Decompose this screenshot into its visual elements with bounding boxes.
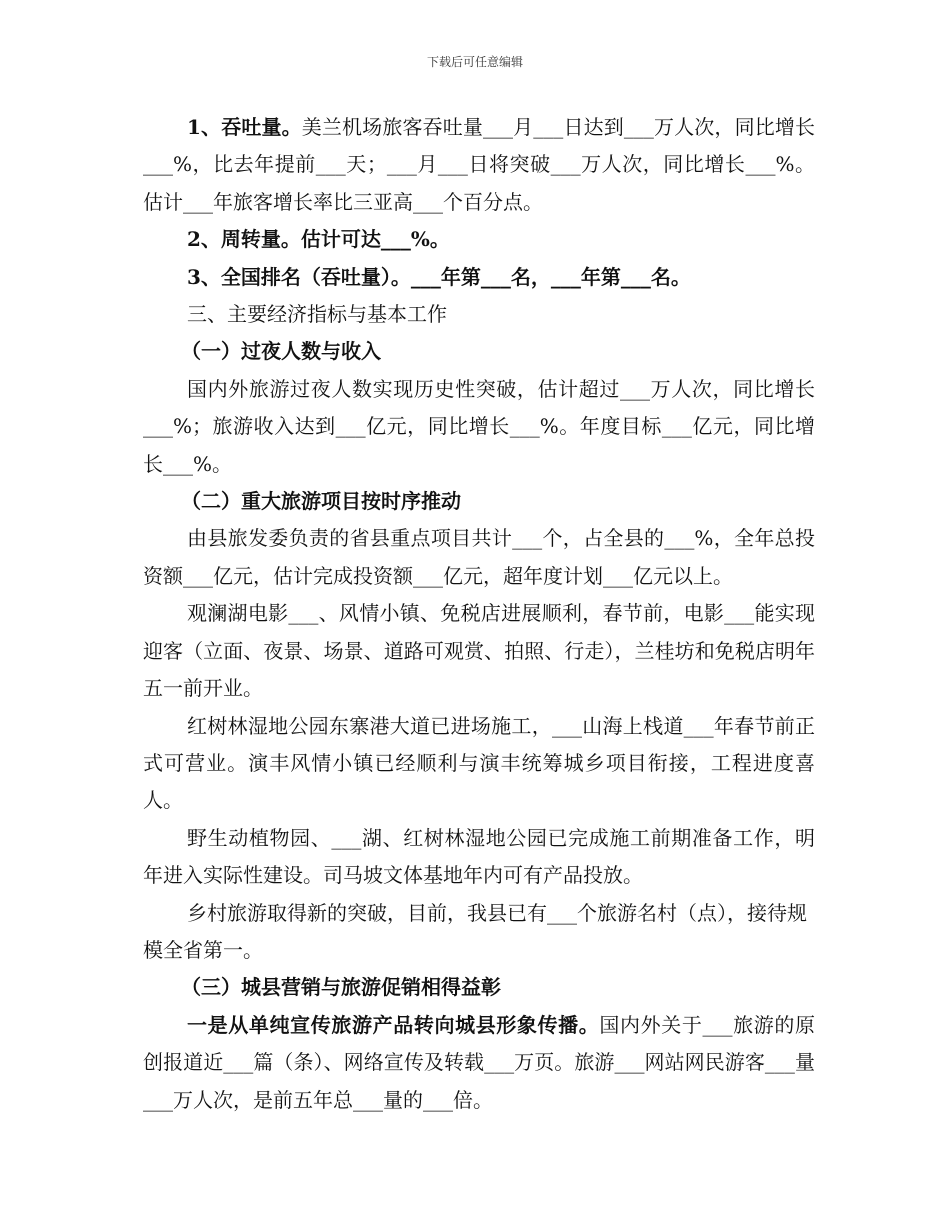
paragraph-overnight-income: 国内外旅游过夜人数实现历史性突破，估计超过___万人次，同比增长___%；旅游收入达到___亿元，同比增长___%。年度目标___亿元，同比增长___%。 <box>143 376 815 476</box>
image-promotion-text: 国内外关于___旅游的原创报道近___篇（条）、网络宣传及转载___万页。旅游___网站网民游客___量___万人次，是前五年总___量的___倍。 <box>143 1012 816 1112</box>
image-promotion-heading: 一是从单纯宣传旅游产品转向城县形象传播。 <box>187 1012 600 1037</box>
paragraph-key-projects: 由县旅发委负责的省县重点项目共计___个，占全县的___%，全年总投资额___亿元，估计完成投资额___亿元，超年度计划___亿元以上。 <box>143 526 815 588</box>
subsection-heading-marketing: （三）城县营销与旅游促销相得益彰 <box>181 975 501 1000</box>
subsection-heading-major-projects: （二）重大旅游项目按时序推动 <box>181 489 461 514</box>
paragraph-image-promotion <box>143 1007 815 1119</box>
subsection-heading-overnight: （一）过夜人数与收入 <box>181 339 381 364</box>
paragraph-mangrove: 红树林湿地公园东寨港大道已进场施工，___山海上栈道___年春节前正式可营业。演丰风情小镇已经顺利与演丰统筹城乡项目衔接，工程进度喜人。 <box>143 713 815 813</box>
paragraph-guanlan-lake: 观澜湖电影___、风情小镇、免税店进展顺利，春节前，电影___能实现迎客（立面、夜景、场景、道路可观赏、拍照、行走），兰桂坊和免税店明年五一前开业。 <box>143 601 815 701</box>
paragraph-wildlife-park: 野生动植物园、___湖、红树林湿地公园已完成施工前期准备工作，明年进入实际性建设。司马坡文体基地年内可有产品投放。 <box>143 825 815 888</box>
document-body <box>143 109 815 1119</box>
paragraph-rural-tourism: 乡村旅游取得新的突破，目前，我县已有___个旅游名村（点），接待规模全省第一。 <box>143 900 807 962</box>
page-header: 下载后可任意编辑 <box>426 55 523 69</box>
paragraph-national-ranking: 3、全国排名（吞吐量）。___年第___名，___年第___名。 <box>187 264 691 289</box>
throughput-heading: 1、吞吐量。 <box>187 115 302 139</box>
paragraph-throughput <box>143 109 815 221</box>
paragraph-turnover: 2、周转量。估计可达___%。 <box>187 227 450 252</box>
section-heading-economic-indicators: 三、主要经济指标与基本工作 <box>187 302 447 327</box>
throughput-text: 美兰机场旅客吞吐量___月___日达到___万人次，同比增长___%，比去年提前___天；___月___日将突破___万人次，同比增长___%。估计___年旅客增长率比三亚高___个百分点。 <box>143 115 815 214</box>
